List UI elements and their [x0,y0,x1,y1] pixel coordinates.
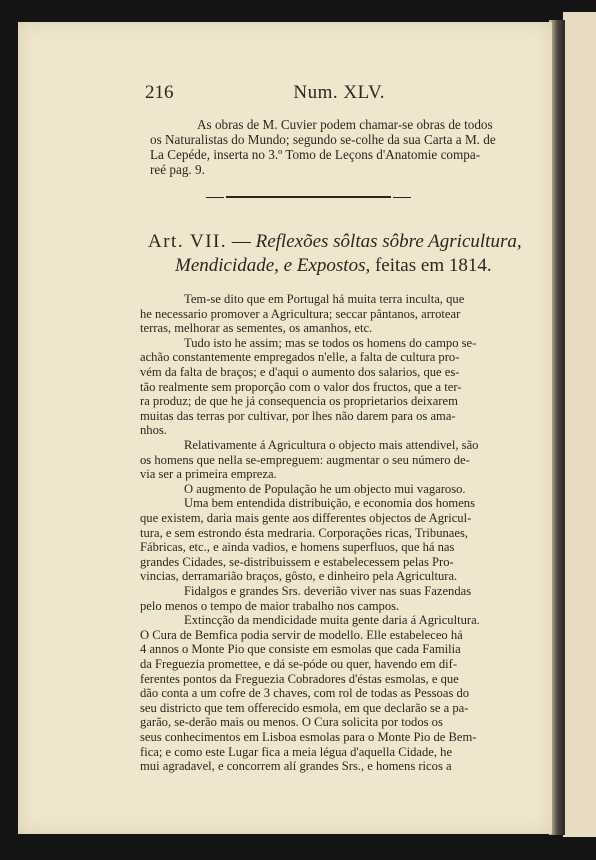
text-line: Extincção da mendicidade muita gente daria á Agricultura. [184,613,480,628]
text-line: grandes Cidades, se-distribuissem e estabelecessem pelas Pro- [140,554,454,569]
text-line: As obras de M. Cuvier podem chamar-se obras de todos [197,117,493,132]
text-line: que existem, daria mais gente aos differentes objectos de Agricul- [140,511,472,525]
text-line: ferentes pontos da Freguezia Cobradores d'éstas esmolas, e que [140,671,459,686]
text-line: Tudo isto he assim; mas se todos os homens do campo se- [184,335,477,350]
article-title-continued: Mendicidade, e Expostos, [175,255,371,276]
text-line: os Naturalistas do Mundo; segundo se-colhe da sua Carta a M. de [150,132,496,147]
text-line: Tem-se dito que em Portugal há muita terra inculta, que [184,292,465,306]
text-line: fica; e como este Lugar fica a meia légua d'aquella Cidade, he [140,744,453,759]
text-line: 4 annos o Monte Pio que consiste em esmolas que cada Familia [140,642,461,657]
text-line: achão constantemente empregados n'elle, a falta de cultura pro- [140,350,460,365]
text-line: dão conta a um cofre de 3 chaves, com rol de todas as Pessoas do [140,686,470,701]
running-head: Num. XLV. [293,82,385,103]
book-page [18,22,552,834]
text-line: os homens que nella se-empreguem: augmentar o seu número de- [140,452,470,467]
page-header [145,82,385,106]
text-line: O augmento de População he um objecto mui vagaroso. [184,481,466,496]
title-dash: — [227,231,256,252]
text-line: Relativamente á Agricultura o objecto mais attendivel, são [184,438,479,452]
text-line: via ser a primeira empreza. [140,467,277,482]
article-title-line-1 [148,231,522,253]
text-line: pelo menos o tempo de maior trabalho nos campos. [140,598,400,613]
article-title-line-2 [175,255,492,277]
text-line: ra produz; de que he já consequencia os proprietarios deixarem [140,394,458,409]
text-line: O Cura de Bemfica podia servir de modello. Elle estabeleceo há [140,627,463,642]
text-line: muitas das terras por cultivar, por lhes não darem para os ama- [140,408,456,423]
text-line: seu districto que tem offerecido esmola, em que declarão se a pa- [140,700,469,715]
text-line: seus conhecimentos em Lisboa esmolas para o Monte Pio de Bem- [140,730,477,744]
facing-page-edge [563,12,596,837]
text-line: tão realmente sem proporção com o valor dos fructos, que a ter- [140,379,462,394]
text-line: vincias, derramarião braços, gôsto, e dinheiro pela Agricultura. [140,569,458,584]
text-line: he necessario promover a Agricultura; seccar pântanos, arrotear [140,306,461,321]
article-date-phrase: feitas em 1814. [370,255,492,276]
text-line: da Freguezia promettee, e dá se-póde ou quer, havendo em dif- [140,657,458,671]
text-line: Uma bem entendida distribuição, e economia dos homens [184,496,475,511]
text-line: Fidalgos e grandes Srs. deverião viver nas suas Fazendas [184,584,472,598]
text-line: La Cepéde, inserta no 3.º Tomo de Leçons d'Anatomie compa- [150,147,481,162]
text-line: reé pag. 9. [150,162,205,177]
section-divider [226,196,391,198]
text-line: vém da falta de braços; e d'aqui o aumento dos salarios, que es- [140,365,460,379]
text-line: Fábricas, etc., e ainda vadios, e homens superfluos, que há nas [140,540,455,555]
text-line: nhos. [140,423,167,438]
text-line: garão, se-derão mais ou menos. O Cura solicita por todos os [140,715,443,730]
page-number: 216 [145,82,174,103]
text-line: terras, melhorar as sementes, os amanhos, etc. [140,321,373,336]
text-line: mui agradavel, e concorrem alí grandes Srs., e homens ricos a [140,759,452,774]
article-number: Art. VII. [148,231,228,252]
article-title: Reflexões sôltas sôbre Agricultura, [255,231,522,252]
text-line: tura, e sem estrondo ésta medraria. Corporações ricas, Tribunaes, [140,525,469,540]
